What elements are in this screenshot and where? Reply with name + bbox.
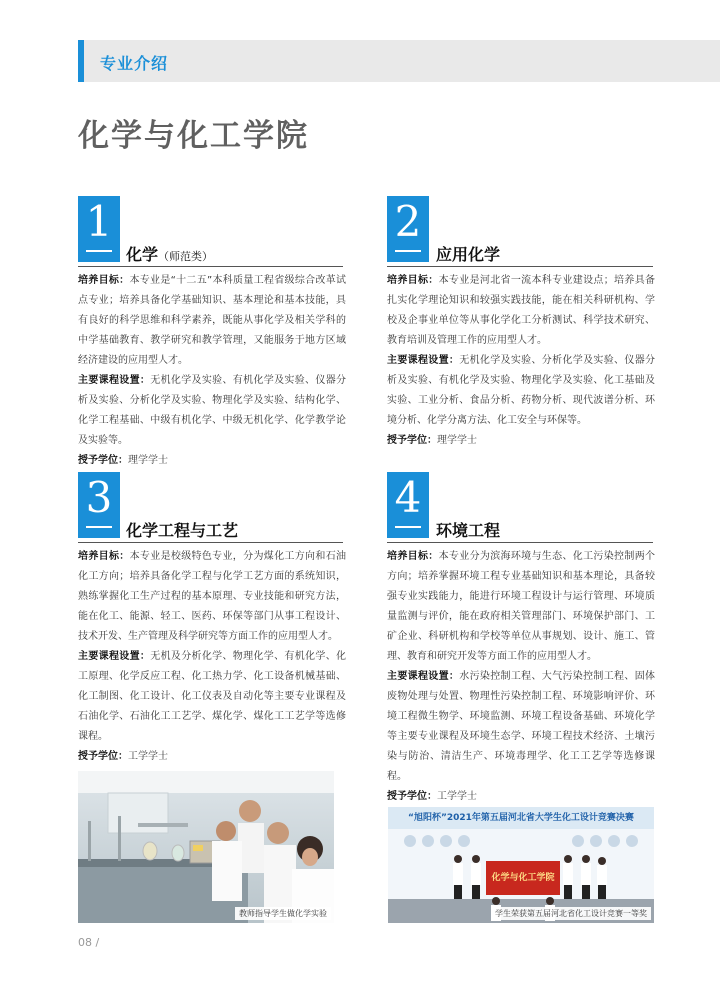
major-4-courses	[387, 667, 655, 787]
major-3-description	[78, 547, 346, 767]
major-1-divider	[78, 266, 343, 267]
major-4-degree-label: 授予学位：	[387, 791, 437, 802]
major-4-degree	[387, 787, 655, 807]
major-1-courses-label: 主要课程设置：	[78, 375, 151, 386]
major-3-title	[126, 518, 238, 541]
major-1-title	[126, 242, 213, 265]
major-4-title	[436, 518, 500, 541]
lab-photo	[78, 771, 334, 923]
major-1-description	[78, 271, 346, 471]
award-photo	[388, 807, 654, 923]
major-3-divider	[78, 542, 343, 543]
major-1-courses-text: 无机化学及实验、有机化学及实验、仪器分析及实验、分析化学及实验、物理化学及实验、结构化学、化学工程基础、中级有机化学、中级无机化学、化学教学论及实验等。	[78, 375, 347, 446]
award-banner: “旭阳杯”2021年第五届河北省大学生化工设计竞赛决赛	[388, 807, 654, 829]
major-4-goal	[387, 547, 655, 667]
major-1-number-bar	[86, 250, 112, 252]
major-4-goal-text: 本专业分为滨海环境与生态、化工污染控制两个方向；培养掌握环境工程专业基础知识和基本理论，具备较强专业实践能力，能进行环境工程设计与运行管理、环境质量监测与评价，能在政府相关管理部门、环境保护部门、工矿企业、科研机构和学校等单位从事规划、设计、施工、管理、教育和研究开发等方面工作的应用型人才。	[387, 551, 656, 662]
major-2-courses-text: 无机化学及实验、分析化学及实验、仪器分析及实验、有机化学及实验、物理化学及实验、化工基础及实验、工业分析、食品分析、药物分析、现代波谱分析、环境分析、化学分离方法、化工安全与环保等。	[387, 355, 656, 426]
major-4-number-bar	[395, 526, 421, 528]
major-3-courses-text: 无机及分析化学、物理化学、有机化学、化工原理、化学反应工程、化工热力学、化工设备机械基础、化工制图、化工设计、化工仪表及自动化等主要专业课程及石油化学、石油化工工艺学、煤化学、煤化工工艺学等选修课程。	[78, 651, 347, 742]
major-1-subtitle: （师范类）	[158, 250, 214, 263]
major-4-degree-text: 工学学士	[437, 791, 477, 802]
major-4-courses-label: 主要课程设置：	[387, 671, 460, 682]
major-2-goal	[387, 271, 655, 351]
major-2-degree-text: 理学学士	[437, 435, 477, 446]
major-3-goal-text: 本专业是校级特色专业，分为煤化工方向和石油化工方向；培养具备化学工程与化学工艺方面的系统知识，熟练掌握化工生产过程的基本原理、专业技能和研究方法，能在化工、能源、轻工、医药、环保等部门从事工程设计、技术开发、生产管理及科学研究等方面工作的应用型人才。	[78, 551, 347, 642]
team-banner: 化学与化工学院	[491, 873, 555, 883]
major-1-courses	[78, 371, 346, 451]
header-band	[78, 40, 720, 82]
major-1-goal-text: 本专业是“十二五”本科质量工程省级综合改革试点专业；培养具备化学基础知识、基本理论和基本技能，具有良好的科学思维和科学素养，既能从事化学及相关学科的中学基础教育、教学研究和教学管理，又能服务于地方区域经济建设的应用型人才。	[78, 275, 346, 366]
major-2-number: 2	[394, 197, 422, 246]
major-3-courses	[78, 647, 346, 747]
major-2-divider	[387, 266, 653, 267]
page-title: 化学与化工学院	[78, 118, 309, 154]
award-photo-caption: 学生荣获第五届河北省化工设计竞赛一等奖	[491, 907, 651, 920]
major-1-degree	[78, 451, 346, 471]
major-2-number-box	[387, 196, 429, 262]
major-2-title	[436, 242, 500, 265]
section-label: 专业介绍	[100, 54, 169, 73]
major-2-degree-label: 授予学位：	[387, 435, 437, 446]
major-2-number-bar	[395, 250, 421, 252]
major-2-degree	[387, 431, 655, 451]
major-2-description	[387, 271, 655, 451]
major-4-courses-text: 水污染控制工程、大气污染控制工程、固体废物处理与处置、物理性污染控制工程、环境影响评价、环境工程微生物学、环境监测、环境工程设备基础、环境化学等主要专业课程及环境生态学、环境工程技术经济、土壤污染与防治、清洁生产、环境毒理学、化工工艺学等选修课程。	[387, 671, 656, 782]
major-3-number: 3	[85, 473, 113, 522]
major-4-goal-label: 培养目标：	[387, 551, 439, 562]
major-4-description	[387, 547, 655, 807]
page-number: 08 /	[78, 936, 100, 949]
major-1-goal-label: 培养目标：	[78, 275, 130, 286]
major-3-number-bar	[86, 526, 112, 528]
major-2-goal-text: 本专业是河北省一流本科专业建设点；培养具备扎实化学理论知识和较强实践技能，能在相关科研机构、学校及企事业单位等从事化学化工分析测试、科学技术研究、教育培训及管理工作的应用型人才。	[387, 275, 656, 346]
major-1-degree-text: 理学学士	[128, 455, 168, 466]
major-2-title-text: 应用化学	[436, 245, 501, 264]
major-1-degree-label: 授予学位：	[78, 455, 128, 466]
major-1-number: 1	[85, 197, 113, 246]
major-4-title-text: 环境工程	[436, 521, 501, 540]
major-3-courses-label: 主要课程设置：	[78, 651, 151, 662]
major-4-divider	[387, 542, 653, 543]
major-3-degree	[78, 747, 346, 767]
header-accent-bar	[78, 40, 84, 82]
major-3-number-box	[78, 472, 120, 538]
major-2-goal-label: 培养目标：	[387, 275, 439, 286]
major-3-degree-label: 授予学位：	[78, 751, 128, 762]
major-1-number-box	[78, 196, 120, 262]
major-1-goal	[78, 271, 346, 371]
major-4-number: 4	[394, 473, 422, 522]
major-3-degree-text: 工学学士	[128, 751, 168, 762]
major-3-goal	[78, 547, 346, 647]
major-1-title-text: 化学	[126, 245, 159, 264]
lab-photo-caption: 教师指导学生做化学实验	[235, 907, 331, 920]
lab-scene-illustration	[78, 771, 334, 923]
major-4-number-box	[387, 472, 429, 538]
major-2-courses-label: 主要课程设置：	[387, 355, 460, 366]
major-3-goal-label: 培养目标：	[78, 551, 130, 562]
major-2-courses	[387, 351, 655, 431]
major-3-title-text: 化学工程与工艺	[126, 521, 239, 540]
